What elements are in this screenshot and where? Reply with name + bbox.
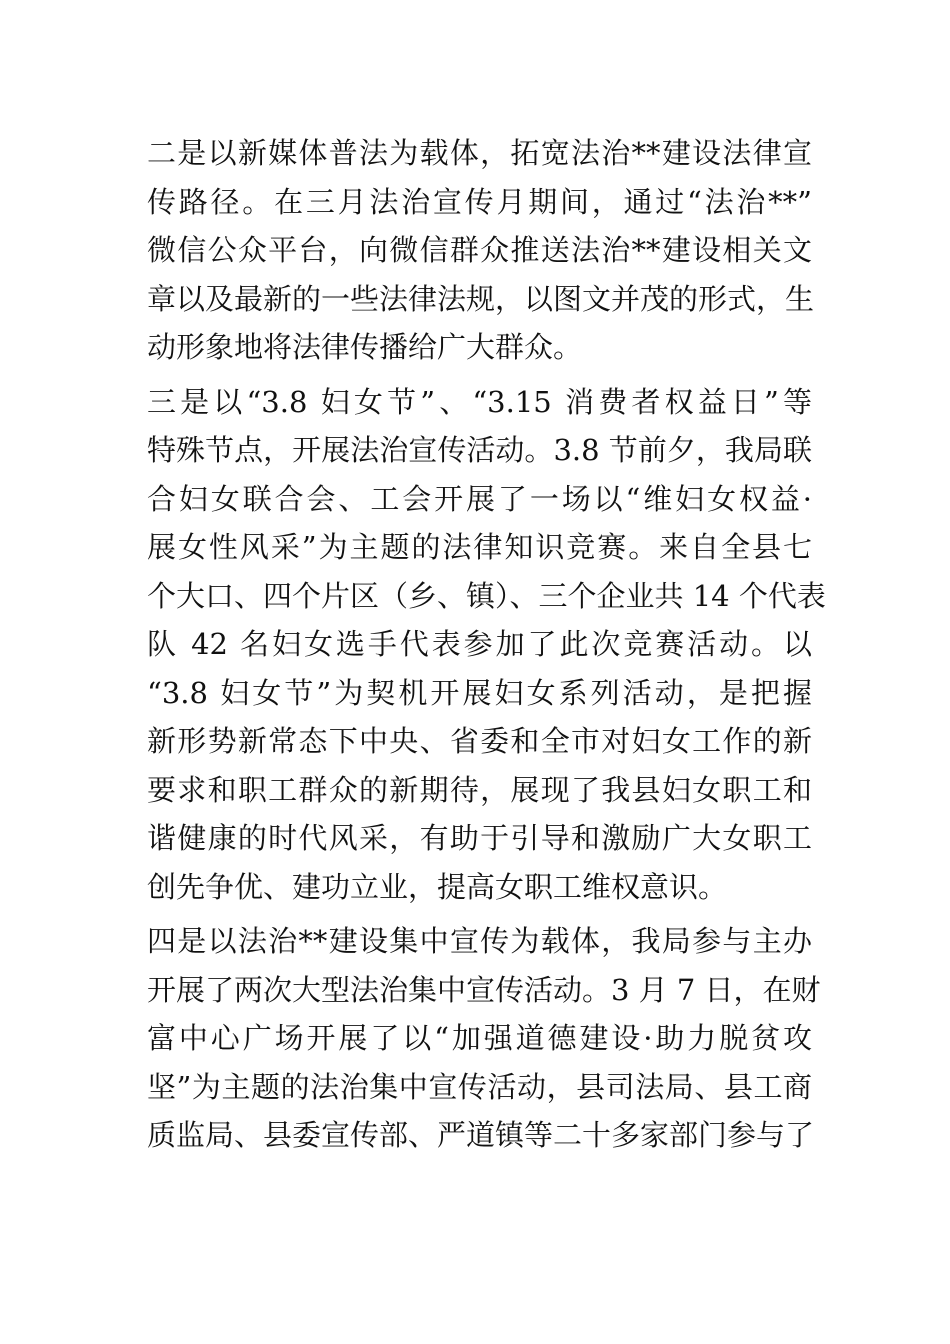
text-line: 创先争优、建功立业，提高女职工维权意识。	[147, 869, 728, 904]
text-line: 章以及最新的一些法律法规，以图文并茂的形式，生	[147, 281, 815, 316]
text-line: 富中心广场开展了以“加强道德建设·助力脱贫攻	[147, 1021, 812, 1055]
text-line: 谐健康的时代风采，有助于引导和激励广大女职工	[147, 821, 812, 855]
text-line: 要求和职工群众的新期待，展现了我县妇女职工和	[147, 772, 812, 807]
text-line: 三是以“3.8 妇女节”、“3.15 消费者权益日”等	[147, 384, 812, 419]
text-line: 坚”为主题的法治集中宣传活动，县司法局、县工商	[147, 1069, 812, 1104]
paragraph-special-days	[147, 378, 826, 912]
text-line: 质监局、县委宣传部、严道镇等二十多家部门参与了	[147, 1118, 815, 1152]
text-line: 新形势新常态下中央、省委和全市对妇女工作的新	[147, 724, 812, 758]
text-line: 个大口、四个片区（乡、镇）、三个企业共 14 个代表	[147, 578, 826, 613]
text-line: 特殊节点，开展法治宣传活动。3.8 节前夕，我局联	[147, 433, 812, 467]
text-line: 开展了两次大型法治集中宣传活动。3 月 7 日，在财	[147, 972, 821, 1007]
text-line: 二是以新媒体普法为载体，拓宽法治**建设法律宣	[147, 136, 812, 170]
paragraph-campaign	[147, 917, 821, 1160]
text-line: 展女性风采”为主题的法律知识竞赛。来自全县七	[147, 530, 812, 564]
document-body	[147, 129, 826, 1166]
text-line: 传路径。在三月法治宣传月期间，通过“法治**”	[147, 184, 812, 219]
text-line: 四是以法治**建设集中宣传为载体，我局参与主办	[147, 924, 812, 958]
text-line: 动形象地将法律传播给广大群众。	[147, 330, 583, 364]
text-line: 队 42 名妇女选手代表参加了此次竞赛活动。以	[147, 627, 812, 661]
text-line: 微信公众平台，向微信群众推送法治**建设相关文	[147, 233, 812, 267]
text-line: 合妇女联合会、工会开展了一场以“维妇女权益·	[147, 481, 812, 516]
paragraph-new-media	[147, 129, 815, 372]
text-line: “3.8 妇女节”为契机开展妇女系列活动，是把握	[147, 675, 812, 710]
